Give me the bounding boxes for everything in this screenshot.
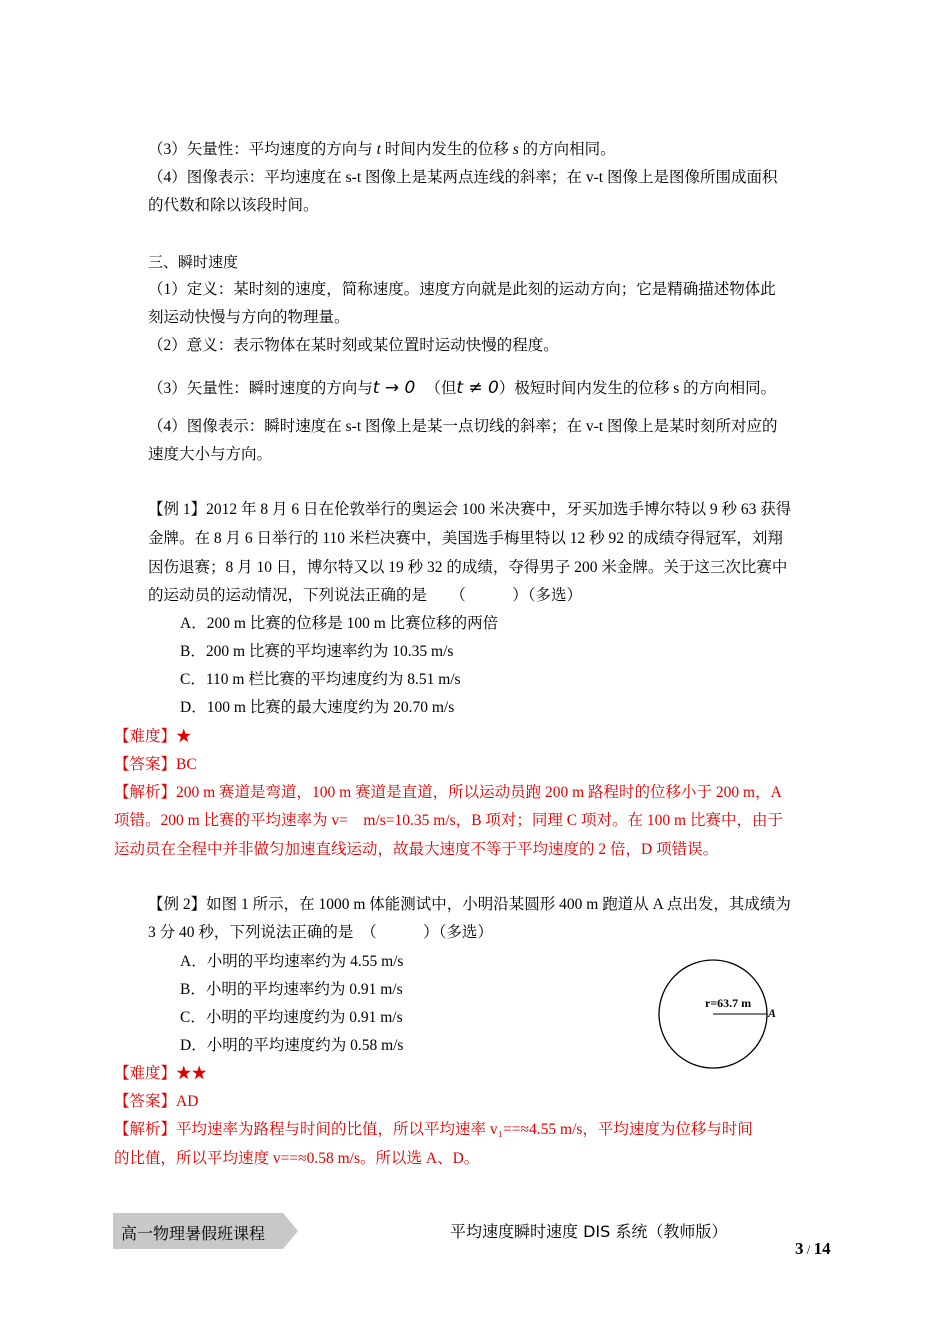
avg-speed-point-4-line1: （4）图像表示：平均速度在 s-t 图像上是某两点连线的斜率；在 v-t 图像上是图像所围成面积: [148, 169, 778, 186]
example1-stem-line1: 【例 1】2012 年 8 月 6 日在伦敦举行的奥运会 100 米决赛中，牙买加选手博尔特以 9 秒 63 获得: [148, 501, 792, 518]
math-t-not-zero: t ≠ 0: [456, 378, 499, 398]
example2-option-c: C．小明的平均速度约为 0.91 m/s: [180, 1009, 403, 1026]
example1-stem-line3: 因伤退赛；8 月 10 日，博尔特又以 19 秒 32 的成绩，夺得男子 200 米金牌。关于这三次比赛中: [148, 559, 788, 576]
example2-option-d: D．小明的平均速度约为 0.58 m/s: [180, 1037, 404, 1054]
footer-doc-title: 平均速度瞬时速度 DIS 系统（教师版）: [450, 1222, 728, 1241]
page-number: 3 / 14: [795, 1239, 831, 1258]
avg-speed-point-4-line2: 的代数和除以该段时间。: [148, 197, 319, 214]
instant-speed-point-1-line2: 刻运动快慢与方向的物理量。: [148, 309, 350, 326]
math-t-to-zero: t → 0: [372, 378, 416, 398]
example1-stem-line4: 的运动员的运动情况，下列说法正确的是 （ ）（多选）: [148, 587, 583, 604]
example2-stem-line1: 【例 2】如图 1 所示，在 1000 m 体能测试中，小明沿某圆形 400 m 跑道从 A 点出发，其成绩为: [148, 896, 791, 913]
radius-label: r=63.7 m: [705, 996, 752, 1010]
example2-option-b: B．小明的平均速率约为 0.91 m/s: [180, 981, 403, 998]
example2-difficulty: 【难度】★★: [114, 1065, 208, 1082]
instant-speed-point-2: （2）意义：表示物体在某时刻或某位置时运动快慢的程度。: [148, 337, 559, 354]
track-circle-figure: [655, 955, 785, 1075]
example1-option-d: D．100 m 比赛的最大速度约为 20.70 m/s: [180, 699, 455, 716]
example1-answer: 【答案】BC: [114, 756, 197, 773]
example1-option-c: C．110 m 栏比赛的平均速度约为 8.51 m/s: [180, 671, 461, 688]
example2-analysis-line2: 的比值，所以平均速度 v==≈0.58 m/s。所以选 A、D。: [114, 1150, 480, 1167]
example1-analysis-line1: 【解析】200 m 赛道是弯道，100 m 赛道是直道，所以运动员跑 200 m 路程时的位移小于 200 m，A: [114, 784, 782, 801]
avg-speed-point-3: （3）矢量性：平均速度的方向与 t 时间内发生的位移 s 的方向相同。: [148, 141, 616, 158]
section-heading-instant-speed: 三、瞬时速度: [148, 255, 239, 271]
instant-speed-point-3: （3）矢量性：瞬时速度的方向与t → 0 （但t ≠ 0）极短时间内发生的位移 s 的方向相同。: [148, 378, 777, 398]
instant-speed-point-1-line1: （1）定义：某时刻的速度，简称速度。速度方向就是此刻的运动方向；它是精确描述物体此: [148, 281, 776, 298]
example1-option-a: A．200 m 比赛的位移是 100 m 比赛位移的两倍: [180, 615, 499, 632]
example2-answer: 【答案】AD: [114, 1093, 199, 1110]
example1-difficulty: 【难度】★: [114, 728, 192, 745]
example1-stem-line2: 金牌。在 8 月 6 日举行的 110 米栏决赛中，美国选手梅里特以 12 秒 92 的成绩夺得冠军，刘翔: [148, 530, 783, 547]
instant-speed-point-4-line1: （4）图像表示：瞬时速度在 s-t 图像上是某一点切线的斜率；在 v-t 图像上是某时刻所对应的: [148, 418, 778, 435]
footer-course-label: 高一物理暑假班课程: [121, 1224, 266, 1243]
example2-stem-line2: 3 分 40 秒，下列说法正确的是 （ ）（多选）: [148, 924, 493, 941]
example1-analysis-line3: 运动员在全程中并非做匀加速直线运动，故最大速度不等于平均速度的 2 倍，D 项错误。: [114, 841, 719, 858]
example1-analysis-line2: 项错。200 m 比赛的平均速率为 v= m/s=10.35 m/s，B 项对；同理 C 项对。在 100 m 比赛中，由于: [114, 812, 783, 829]
example2-analysis-line1: 【解析】平均速率为路程与时间的比值，所以平均速率 v₁==≈4.55 m/s，平均速度为位移与时间: [114, 1121, 753, 1138]
example1-option-b: B．200 m 比赛的平均速率约为 10.35 m/s: [180, 643, 454, 660]
point-a-label: A: [768, 1006, 777, 1020]
example2-option-a: A．小明的平均速率约为 4.55 m/s: [180, 953, 404, 970]
instant-speed-point-4-line2: 速度大小与方向。: [148, 446, 273, 463]
